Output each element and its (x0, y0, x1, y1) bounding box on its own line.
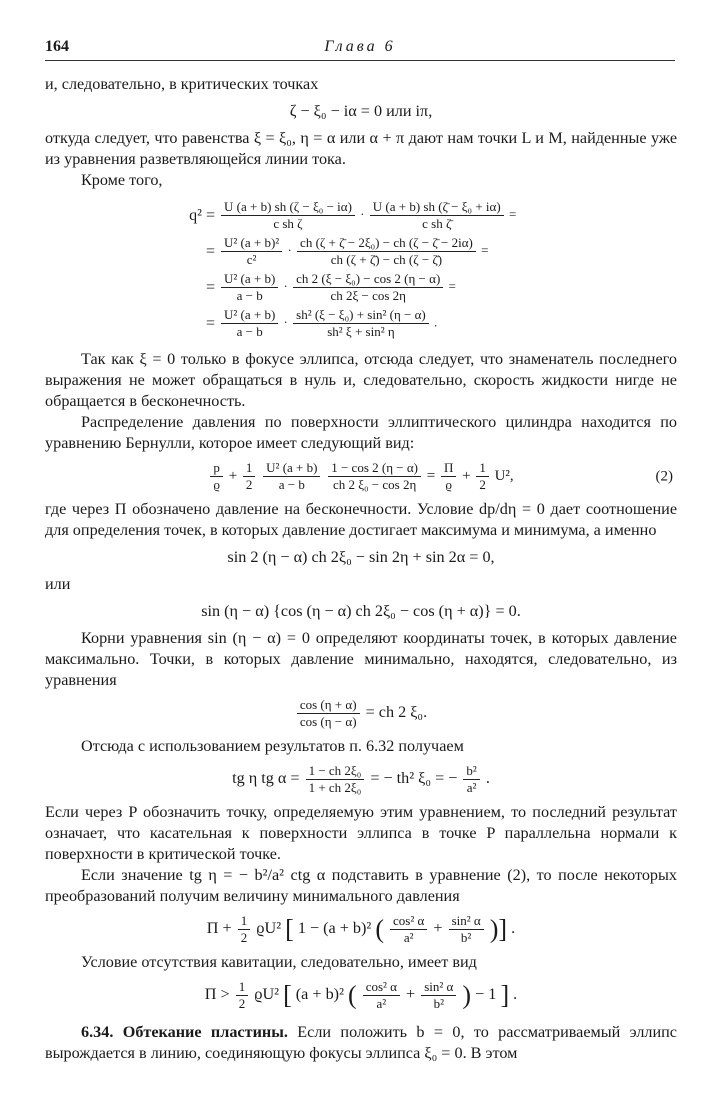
fraction: $\frac{\text{U² (a + b)}}{a - b}$ (221, 271, 278, 304)
fraction: $\frac{\text{U² (a + b)²}}{\text{c²}}$ (221, 235, 282, 268)
paragraph: Кроме того, (81, 171, 163, 189)
equation-factored: sin (η − α) {cos (η − α) ch 2ξ₀ − cos (η + α)} = 0. (201, 602, 521, 620)
fraction: $\frac{\text{ch 2 (ξ − ξ₀) − cos 2 (η − α)}}{ch 2\xi - \cos 2\eta}$ (293, 271, 443, 304)
section-text: Если положить b = 0, то рассматриваемый эллипс вырождается в линию, соединяющую фокусы эллипса ξ₀ = 0. В этом (45, 1023, 677, 1062)
paragraph: Если через P обозначить точку, определяемую этим уравнением, то последний результат означает, что касательная к поверхности эллипса в точке P параллельна нормали к поверхности в критической точке. (45, 803, 677, 863)
section-title: 6.34. Обтекание пластины. (81, 1023, 288, 1041)
equation-bernoulli: $\frac{p}{ϱ}$ + $\frac{1}{2}$ $\frac{\text{U² (a + b)}}{a - b}$ $\frac{1 - \cos 2 (\eta - \alpha)}{\text{ch 2 ξ₀ − cos 2η}}$ = $\frac{\Pi}{ϱ}$ + $\frac{1}{2}$ U², (2) (45, 460, 677, 493)
paragraph: Распределение давления по поверхности эллиптического цилиндра находится по уравнению Бернулли, которое имеет следующий вид: (45, 413, 677, 452)
running-header (45, 38, 675, 61)
page-body (45, 74, 677, 1064)
paragraph: Условие отсутствия кавитации, следовательно, имеет вид (81, 953, 477, 971)
paragraph: Если значение tg η = − b²/a² ctg α подставить в уравнение (2), то после некоторых преобразований получим величину минимального давления (45, 866, 677, 905)
fraction: $\frac{\text{ch (ζ + ζ̄ − 2ξ₀) − ch (ζ − ζ̄ − 2iα)}}{ch (\zeta + \zetā) - ch (\zeta - \zetā)}$ (297, 235, 476, 268)
fraction: $\frac{\text{U (a + b) sh (ζ − ξ₀ − iα)}}{\text{c sh ζ}}$ (221, 199, 355, 232)
chapter-title: Глава 6 (324, 38, 396, 55)
equation-number: (2) (655, 468, 673, 484)
fraction: $\frac{\text{U² (a + b)}}{a - b}$ (221, 307, 278, 340)
equation-q2: q² = $\frac{\text{U (a + b) sh (ζ − ξ₀ − iα)}}{\text{c sh ζ}}$ · $\frac{\text{U (a + b) sh (ζ̄ − ξ₀ + iα)}}{\text{c sh ζ̄}}$ = = $\frac{\text{U² (a + b)²}}{\text{c²}}$ · $\frac{\text{ch (ζ + ζ̄ − 2ξ₀) − ch (ζ − ζ̄ − 2iα)}}{ch (\zeta + \zetā) - ch (\zeta - \zetā)}$ = = $\frac{\text{U² (a + b)}}{a - b}$ · $\frac{\text{ch 2 (ξ − ξ₀) − cos 2 (η − α)}}{ch 2\xi - \cos 2\eta}$ = = $\frac{\text{U² (a + b)}}{a - b}$ · $\frac{\text{sh² (ξ − ξ₀) + sin² (η − α)}}{\text{sh² ξ + sin² η}}$ . (45, 197, 677, 341)
equation-extremum: sin 2 (η − α) ch 2ξ₀ − sin 2η + sin 2α = 0, (227, 548, 495, 566)
fraction: $\frac{\text{U (a + b) sh (ζ̄ − ξ₀ + iα)}}{\text{c sh ζ̄}}$ (370, 199, 504, 232)
paragraph: и, следовательно, в критических точках (45, 75, 319, 93)
word-or: или (45, 575, 71, 593)
equation-cavitation: Π > $\frac{1}{2}$ ϱU² [ (a + b)² ( $\frac{\text{cos² α}}{\text{a²}}$ + $\frac{\text{sin² α}}{\text{b²}}$ ) − 1 ] . (204, 979, 518, 1011)
q2-lhs: q² = (189, 206, 215, 224)
equation-tangent: tg η tg α = $\frac{\text{1 − ch 2ξ₀}}{\text{1 + ch 2ξ₀}}$ = − th² ξ₀ = − $\frac{\text{b²}}{\text{a²}}$ . (232, 763, 490, 795)
paragraph: Отсюда с использованием результатов п. 6.32 получаем (81, 737, 464, 755)
paragraph: где через Π обозначено давление на бесконечности. Условие dp/dη = 0 дает соотношение для определения точек, в которых давление достигает максимума и минимума, а именно (45, 500, 677, 539)
equation-min-pressure: Π + $\frac{1}{2}$ ϱU² [ 1 − (a + b)² ( $\frac{\text{cos² α}}{\text{a²}}$ + $\frac{\text{sin² α}}{\text{b²}}$ )] . (206, 913, 516, 945)
page-number: 164 (45, 38, 69, 55)
fraction: $\frac{\text{sh² (ξ − ξ₀) + sin² (η − α)}}{\text{sh² ξ + sin² η}}$ (293, 307, 429, 340)
equation-critical: ζ − ξ₀ − iα = 0 или iπ, (289, 102, 433, 120)
paragraph: Так как ξ = 0 только в фокусе эллипса, отсюда следует, что знаменатель последнего выражения не может обращаться в нуль и, следовательно, скорость жидкости нигде не обращается в бесконечность. (45, 350, 677, 410)
section-6-34 (45, 1022, 677, 1064)
paragraph: откуда следует, что равенства ξ = ξ₀, η = α или α + π дают нам точки L и M, найденные уже из уравнения разветвляющейся линии тока. (45, 129, 677, 168)
equation-minimum: $\frac{\cos (\eta + \alpha)}{\cos (\eta - \alpha)}$ = ch 2 ξ₀. (45, 697, 677, 730)
paragraph: Корни уравнения sin (η − α) = 0 определяют координаты точек, в которых давление максимально. Точки, в которых давление минимально, находятся, следовательно, из уравнения (45, 629, 677, 689)
